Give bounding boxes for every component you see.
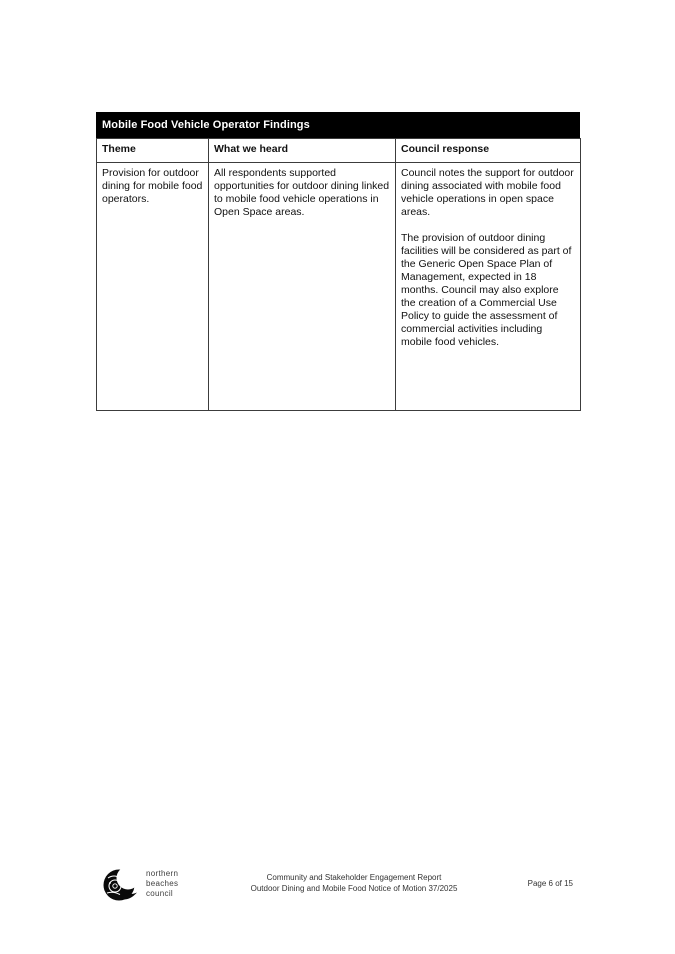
council-response-paragraph-1: Council notes the support for outdoor dining associated with mobile food vehicle operations in open space areas.	[401, 167, 574, 218]
council-logo-wordmark	[146, 869, 178, 899]
findings-table-grid	[96, 138, 581, 411]
council-response-paragraph-2: The provision of outdoor dining facilities will be considered as part of the Generic Open Space Plan of Management, expected in 18 months. Council may also explore the creation of a Commercial Use Policy to guide the assessment of commercial activities including mobile food vehicles.	[401, 232, 572, 348]
table-title-bar: Mobile Food Vehicle Operator Findings	[96, 112, 580, 138]
logo-word-northern: northern	[146, 869, 179, 878]
findings-table	[96, 112, 580, 411]
page-number: Page 6 of 15	[527, 879, 573, 888]
column-header-council-response: Council response	[396, 139, 581, 163]
cell-what-we-heard: All respondents supported opportunities for outdoor dining linked to mobile food vehicle operations in Open Space areas.	[209, 163, 396, 411]
footer-report-line1: Community and Stakeholder Engagement Report	[266, 873, 442, 882]
footer-report-line2: Outdoor Dining and Mobile Food Notice of Motion 37/2025	[250, 883, 458, 893]
logo-word-council: council	[146, 889, 174, 898]
table-row	[97, 163, 581, 411]
cell-theme: Provision for outdoor dining for mobile food operators.	[97, 163, 209, 411]
logo-word-beaches: beaches	[146, 879, 179, 888]
table-header-row	[97, 139, 581, 163]
footer-report-title	[187, 873, 521, 894]
cell-council-response	[396, 163, 581, 411]
column-header-what-we-heard: What we heard	[209, 139, 396, 163]
column-header-theme: Theme	[97, 139, 209, 163]
council-logo-icon	[102, 867, 138, 903]
